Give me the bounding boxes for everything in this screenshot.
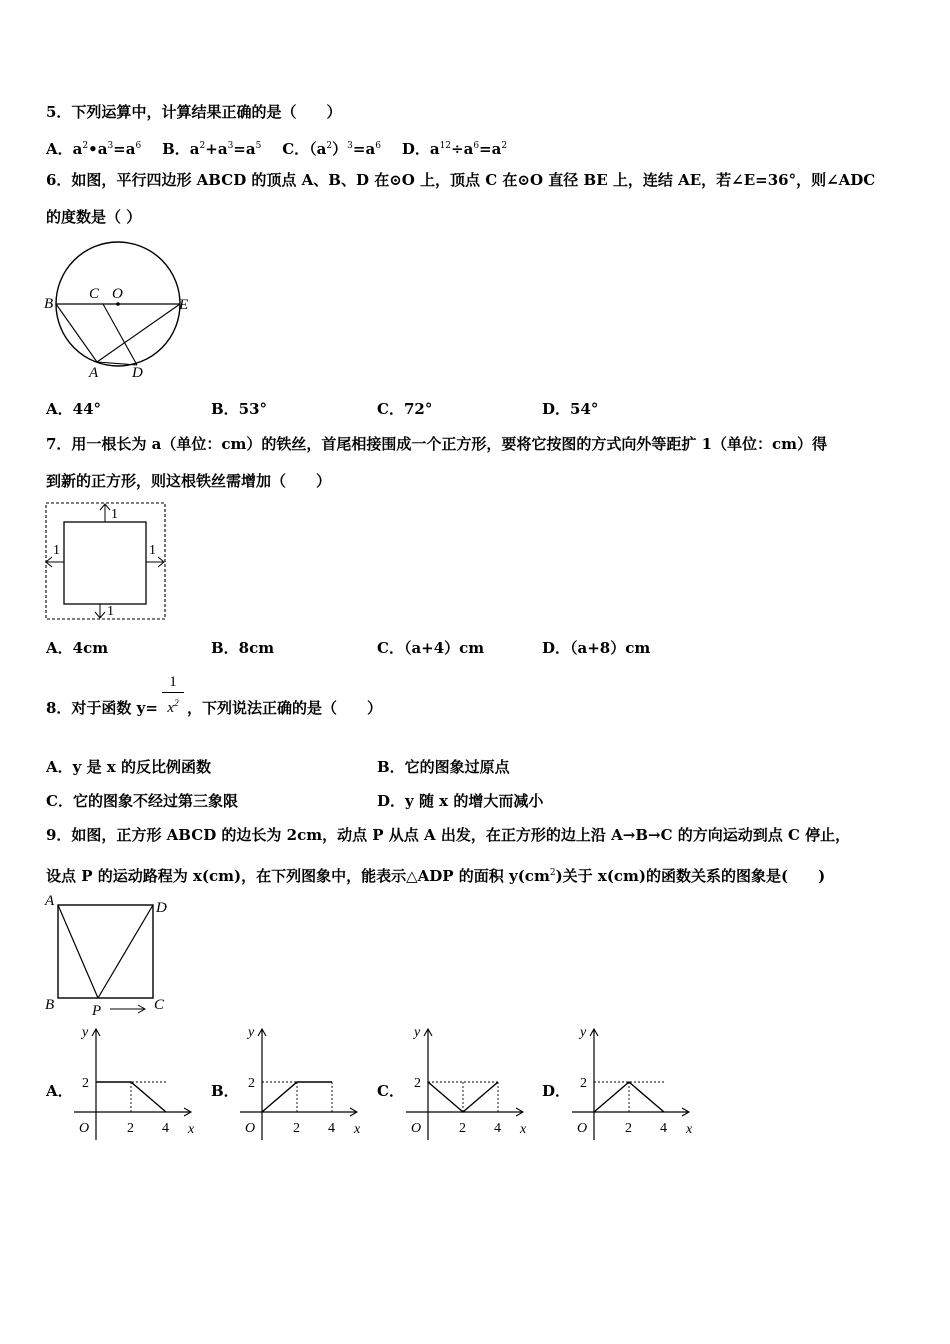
q7-stem-line2: 到新的正方形，则这根铁丝需增加（ ） (46, 472, 332, 490)
q5-option-c[interactable]: C．$(a^2)^3=a^6$ (282, 140, 381, 158)
q6-center-point (116, 302, 120, 306)
q9-label-d: D (156, 900, 167, 916)
q6-label-e: E (179, 297, 189, 313)
q9-option-d-label[interactable]: D． (542, 1082, 571, 1100)
q6-segment-ba (56, 304, 97, 362)
q9-option-c-label[interactable]: C． (377, 1082, 404, 1100)
x-tick-label-4: 4 (162, 1121, 169, 1136)
q6-segment-cd (103, 304, 137, 365)
q6-label-a: A (89, 365, 99, 381)
q9-square-figure (40, 892, 180, 1020)
q9-label-a: A (45, 893, 55, 909)
q8-frac-denominator: x (167, 700, 175, 716)
q8-frac-exponent: 2 (174, 698, 179, 708)
q6-stem-line1: 6．如图，平行四边形 ABCD 的顶点 A、B、D 在⊙O 上，顶点 C 在⊙O 直径 BE 上，连结 AE，若∠E=36°，则∠ADC (46, 171, 876, 189)
q9-square-abcd (58, 905, 153, 998)
q8-option-d[interactable]: D．y 随 x 的增大而减小 (377, 792, 544, 810)
q9-label-b: B (45, 997, 55, 1013)
q7-option-d[interactable]: D．（a+8）cm (542, 639, 651, 657)
q7-label-bottom: 1 (107, 604, 114, 619)
q9-graph-c[interactable] (396, 1022, 536, 1140)
q9-option-a-label[interactable]: A． (46, 1082, 73, 1100)
q9-graph-d[interactable] (562, 1022, 702, 1140)
x-tick-label-2: 2 (459, 1121, 466, 1136)
q6-option-b[interactable]: B．53° (211, 400, 268, 418)
y-axis-label: y (580, 1025, 587, 1040)
y-tick-label-2: 2 (248, 1076, 255, 1091)
q8-fraction (160, 673, 186, 717)
q9-option-b-label[interactable]: B． (211, 1082, 239, 1100)
x-tick-label-2: 2 (625, 1121, 632, 1136)
y-axis-label: y (414, 1025, 421, 1040)
x-tick-label-4: 4 (494, 1121, 501, 1136)
q9-stem-line1: 9．如图，正方形 ABCD 的边长为 2cm，动点 P 从点 A 出发，在正方形的边上沿 A→B→C 的方向运动到点 C 停止， (46, 826, 851, 844)
q9-segment-dp (98, 905, 153, 998)
q6-option-c[interactable]: C．72° (377, 400, 433, 418)
q7-inner-square (64, 522, 146, 604)
q9-segment-ap (58, 905, 98, 998)
q6-circle-figure (40, 238, 200, 383)
q7-option-c[interactable]: C．（a+4）cm (377, 639, 485, 657)
q9-label-p: P (92, 1003, 102, 1019)
q8-stem-prefix: 8．对于函数 y= (46, 699, 158, 717)
x-axis-label: x (520, 1122, 527, 1137)
q6-label-b: B (44, 296, 54, 312)
origin-label: O (577, 1121, 588, 1136)
q6-option-d[interactable]: D．54° (542, 400, 599, 418)
x-tick-label-4: 4 (328, 1121, 335, 1136)
q9-graph-b[interactable] (230, 1022, 370, 1140)
q6-label-o: O (112, 286, 123, 302)
y-tick-label-2: 2 (580, 1076, 587, 1091)
q9-stem-line2: 设点 P 的运动路程为 x(cm)，在下列图象中，能表示△ADP 的面积 $y(cm^2)$关于 x(cm)的函数关系的图象是( ) (46, 867, 826, 885)
q6-stem-line2: 的度数是（ ） (46, 208, 142, 226)
origin-label: O (411, 1121, 422, 1136)
q7-label-left: 1 (53, 543, 60, 558)
q5-option-d[interactable]: D．$a^{12}\div a^6=a^2$ (401, 140, 508, 158)
x-tick-label-2: 2 (293, 1121, 300, 1136)
q6-label-d: D (132, 365, 143, 381)
q7-label-right: 1 (149, 543, 156, 558)
x-tick-label-2: 2 (127, 1121, 134, 1136)
q8-option-b[interactable]: B．它的图象过原点 (377, 758, 510, 776)
y-tick-label-2: 2 (414, 1076, 421, 1091)
q9-label-c: C (154, 997, 165, 1013)
origin-label: O (79, 1121, 90, 1136)
q6-option-a[interactable]: A．44° (46, 400, 102, 418)
x-axis-label: x (686, 1122, 693, 1137)
q7-stem-line1: 7．用一根长为 a（单位：cm）的铁丝，首尾相接围成一个正方形，要将它按图的方式向外等距扩 1（单位：cm）得 (46, 435, 828, 453)
q7-option-b[interactable]: B．8cm (211, 639, 275, 657)
y-tick-label-2: 2 (82, 1076, 89, 1091)
q8-option-c[interactable]: C．它的图象不经过第三象限 (46, 792, 238, 810)
q9-graph-a[interactable] (64, 1022, 204, 1140)
q5-options-row (46, 137, 507, 158)
q6-label-c: C (89, 286, 100, 302)
q6-segment-ae (97, 304, 180, 362)
q7-label-top: 1 (111, 507, 118, 522)
origin-label: O (245, 1121, 256, 1136)
q8-option-a[interactable]: A．y 是 x 的反比例函数 (46, 758, 211, 776)
x-tick-label-4: 4 (660, 1121, 667, 1136)
q5-option-a[interactable]: A．$a^2•a^3=a^6$ (46, 140, 142, 158)
x-axis-label: x (354, 1122, 361, 1137)
q7-option-a[interactable]: A．4cm (46, 639, 109, 657)
q8-stem-suffix: ，下列说法正确的是（ ） (187, 699, 383, 717)
q8-frac-numerator: 1 (169, 674, 177, 690)
q5-stem: 5．下列运算中，计算结果正确的是（ ） (46, 103, 342, 121)
x-axis-label: x (188, 1122, 195, 1137)
y-axis-label: y (82, 1025, 89, 1040)
q7-square-figure (40, 498, 170, 626)
y-axis-label: y (248, 1025, 255, 1040)
q5-option-b[interactable]: B．$a^2+a^3=a^5$ (162, 140, 262, 158)
